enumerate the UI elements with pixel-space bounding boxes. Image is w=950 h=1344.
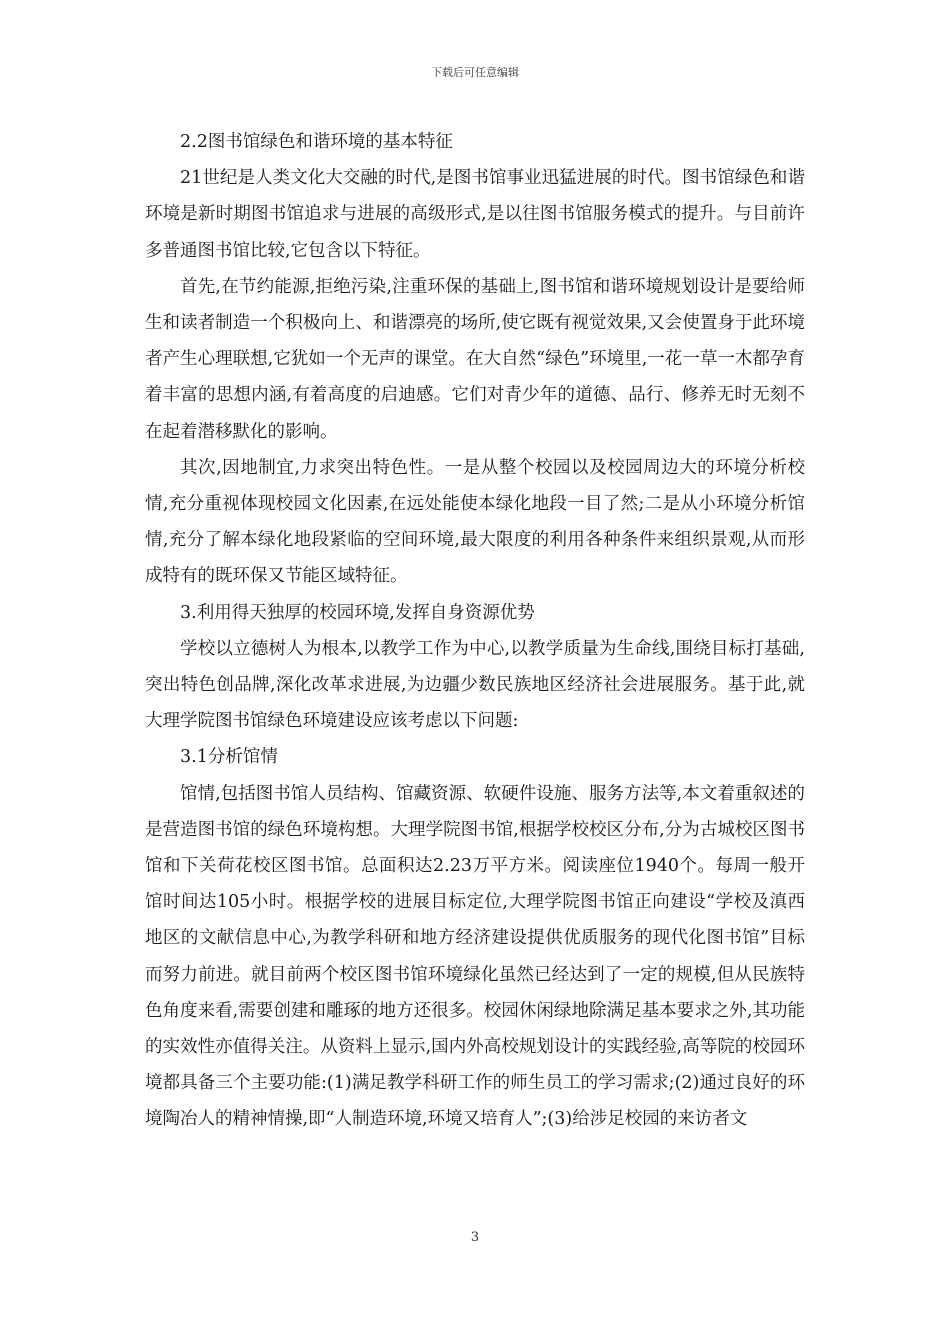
section-heading-2-2: 2.2图书馆绿色和谐环境的基本特征 (180, 132, 453, 152)
paragraph-library-status: 馆情,包括图书馆人员结构、馆藏资源、软硬件设施、服务方法等,本文着重叙述的是营造图书馆的绿色环境构想。大理学院图书馆,根据学校校区分布,分为古城校区图书馆和下关荷花校区图书馆。总面积达2.23万平方米。阅读座位1940个。每周一般开馆时间达105小时。根据学校的进展目标定位,大理学院图书馆正向建设“学校及滇西地区的文献信息中心,为教学科研和地方经济建设提供优质服务的现代化图书馆”目标而努力前进。就目前两个校区图书馆环境绿化虽然已经达到了一定的规模,但从民族特色角度来看,需要创建和雕琢的地方还很多。校园休闲绿地除满足基本要求之外,其功能的实效性亦值得关注。从资料上显示,国内外高校规划设计的实践经验,高等院的校园环境都具备三个主要功能:(1)满足教学科研工作的师生员工的学习需求;(2)通过良好的环境陶冶人的精神情操,即“人制造环境,环境又培育人”;(3)给涉足校园的来访者文 (145, 783, 805, 1130)
section-heading-3: 3.利用得天独厚的校园环境,发挥自身资源优势 (180, 602, 535, 623)
paragraph-intro: 21世纪是人类文化大交融的时代,是图书馆事业迅猛进展的时代。图书馆绿色和谐环境是新时期图书馆追求与进展的高级形式,是以往图书馆服务模式的提升。与目前许多普通图书馆比较,它包含以下特征。 (145, 168, 805, 261)
document-body (145, 124, 805, 1138)
paragraph-first-feature: 首先,在节约能源,拒绝污染,注重环保的基础上,图书馆和谐环境规划设计是要给师生和读者制造一个积极向上、和谐漂亮的场所,使它既有视觉效果,又会使置身于此环境者产生心理联想,它犹如一个无声的课堂。在大自然“绿色”环境里,一花一草一木都孕育着丰富的思想内涵,有着高度的启迪感。它们对青少年的道德、品行、修养无时无刻不在起着潜移默化的影响。 (145, 276, 805, 442)
page-number: 3 (470, 1230, 480, 1245)
paragraph-second-feature: 其次,因地制宜,力求突出特色性。一是从整个校园以及校园周边大的环境分析校情,充分重视体现校园文化因素,在远处能使本绿化地段一目了然;二是从小环境分析馆情,充分了解本绿化地段紧临的空间环境,最大限度的利用各种条件来组织景观,从而形成特有的既环保又节能区域特征。 (145, 457, 805, 587)
page-header: 下载后可任意编辑 (431, 66, 519, 79)
paragraph-school-mission: 学校以立德树人为根本,以教学工作为中心,以教学质量为生命线,围绕目标打基础,突出特色创品牌,深化改革求进展,为边疆少数民族地区经济社会进展服务。基于此,就大理学院图书馆绿色环境建设应该考虑以下问题: (145, 638, 805, 732)
section-heading-3-1: 3.1分析馆情 (180, 747, 278, 768)
